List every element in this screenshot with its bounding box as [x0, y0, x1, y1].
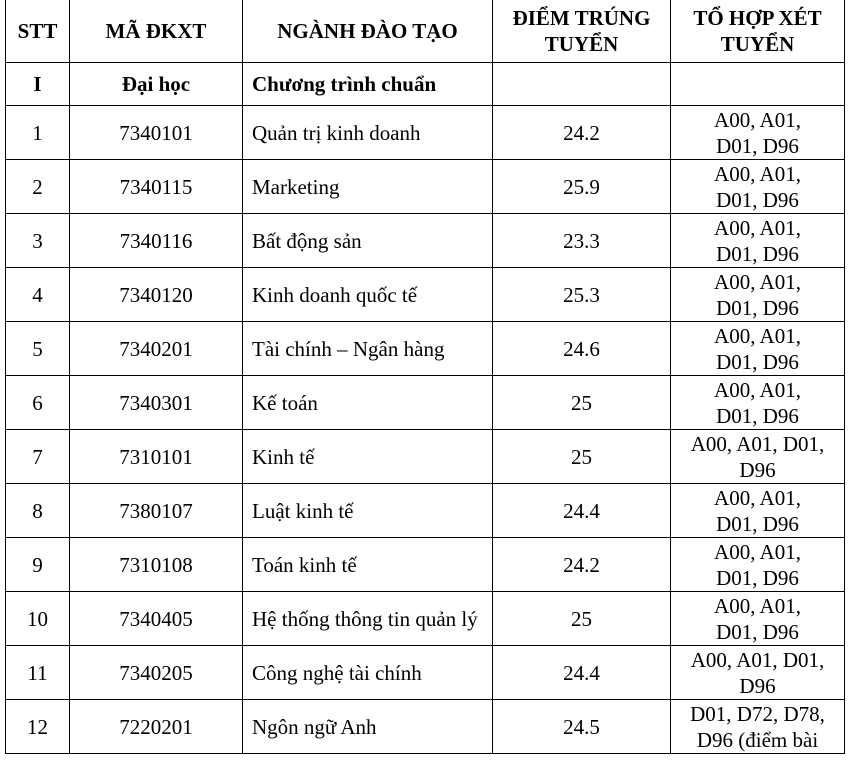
cell-score: 24.2	[493, 538, 671, 592]
cell-major: Marketing	[243, 160, 493, 214]
cell-combo	[671, 646, 845, 700]
cell-code: 7340201	[70, 322, 243, 376]
combo-line: A00, A01,	[714, 485, 801, 510]
cell-major: Quản trị kinh doanh	[243, 106, 493, 160]
header-stt: STT	[6, 0, 70, 63]
combo-line: D01, D96	[716, 565, 799, 590]
cell-stt: 7	[6, 430, 70, 484]
table-row	[6, 106, 845, 160]
cell-score: 25	[493, 592, 671, 646]
section-stt: I	[6, 63, 70, 106]
table-row	[6, 700, 845, 754]
table-row	[6, 214, 845, 268]
cell-score: 25.3	[493, 268, 671, 322]
section-score	[493, 63, 671, 106]
combo-line: D96	[739, 457, 776, 482]
cell-major: Toán kinh tế	[243, 538, 493, 592]
section-major: Chương trình chuẩn	[243, 63, 493, 106]
combo-line: A00, A01, D01,	[690, 647, 825, 672]
cell-combo	[671, 592, 845, 646]
cell-combo	[671, 538, 845, 592]
section-code: Đại học	[70, 63, 243, 106]
combo-line: A00, A01,	[714, 215, 801, 240]
combo-line: A00, A01,	[714, 593, 801, 618]
cell-combo	[671, 376, 845, 430]
cell-major: Ngôn ngữ Anh	[243, 700, 493, 754]
combo-line: D01, D96	[716, 403, 799, 428]
cell-combo	[671, 214, 845, 268]
table-row	[6, 322, 845, 376]
table-row	[6, 484, 845, 538]
cell-score: 24.4	[493, 646, 671, 700]
combo-line: D01, D96	[716, 295, 799, 320]
cell-combo	[671, 322, 845, 376]
cell-major: Công nghệ tài chính	[243, 646, 493, 700]
header-combo: TỔ HỢP XÉT TUYỂN	[671, 0, 845, 63]
cell-score: 23.3	[493, 214, 671, 268]
combo-line: D01, D96	[716, 241, 799, 266]
section-combo	[671, 63, 845, 106]
combo-line: A00, A01,	[714, 539, 801, 564]
combo-line: D01, D96	[716, 187, 799, 212]
cell-major: Kinh tế	[243, 430, 493, 484]
combo-line: A00, A01,	[714, 269, 801, 294]
cell-code: 7220201	[70, 700, 243, 754]
cell-combo	[671, 106, 845, 160]
combo-line: D01, D96	[716, 619, 799, 644]
combo-line: D01, D96	[716, 511, 799, 536]
cell-code: 7310101	[70, 430, 243, 484]
cell-major: Hệ thống thông tin quản lý	[243, 592, 493, 646]
cell-score: 24.2	[493, 106, 671, 160]
combo-line: D01, D96	[716, 133, 799, 158]
cell-score: 25.9	[493, 160, 671, 214]
cell-stt: 10	[6, 592, 70, 646]
combo-line: A00, A01,	[714, 107, 801, 132]
cell-code: 7340120	[70, 268, 243, 322]
table-row	[6, 646, 845, 700]
combo-line: D96 (điểm bài	[696, 727, 819, 752]
table-row	[6, 376, 845, 430]
cell-score: 24.4	[493, 484, 671, 538]
cell-stt: 8	[6, 484, 70, 538]
cell-combo	[671, 484, 845, 538]
cell-code: 7380107	[70, 484, 243, 538]
cell-code: 7340116	[70, 214, 243, 268]
cell-score: 25	[493, 430, 671, 484]
cell-combo	[671, 700, 845, 754]
cell-major: Kinh doanh quốc tế	[243, 268, 493, 322]
cell-score: 24.6	[493, 322, 671, 376]
combo-line: D01, D96	[716, 349, 799, 374]
cell-code: 7340301	[70, 376, 243, 430]
cell-code: 7340405	[70, 592, 243, 646]
cell-code: 7340115	[70, 160, 243, 214]
header-major: NGÀNH ĐÀO TẠO	[243, 0, 493, 63]
combo-line: A00, A01,	[714, 161, 801, 186]
cell-combo	[671, 160, 845, 214]
cell-code: 7340101	[70, 106, 243, 160]
combo-line: A00, A01,	[714, 323, 801, 348]
cell-code: 7340205	[70, 646, 243, 700]
table-row	[6, 430, 845, 484]
cell-stt: 4	[6, 268, 70, 322]
table-row	[6, 538, 845, 592]
table-row	[6, 160, 845, 214]
combo-line: D01, D72, D78,	[690, 701, 825, 726]
table-row	[6, 268, 845, 322]
cell-score: 25	[493, 376, 671, 430]
cell-score: 24.5	[493, 700, 671, 754]
cell-major: Kế toán	[243, 376, 493, 430]
cell-combo	[671, 268, 845, 322]
cell-stt: 6	[6, 376, 70, 430]
cell-stt: 9	[6, 538, 70, 592]
combo-line: A00, A01,	[714, 377, 801, 402]
header-row	[6, 0, 845, 63]
cell-stt: 3	[6, 214, 70, 268]
cell-combo	[671, 430, 845, 484]
admission-scores-table	[5, 0, 845, 754]
cell-stt: 1	[6, 106, 70, 160]
cell-code: 7310108	[70, 538, 243, 592]
cell-stt: 2	[6, 160, 70, 214]
table-row	[6, 592, 845, 646]
header-score: ĐIỂM TRÚNG TUYỂN	[493, 0, 671, 63]
cell-stt: 12	[6, 700, 70, 754]
combo-line: A00, A01, D01,	[690, 431, 825, 456]
combo-line: D96	[739, 673, 776, 698]
cell-major: Tài chính – Ngân hàng	[243, 322, 493, 376]
cell-stt: 11	[6, 646, 70, 700]
header-code: MÃ ĐKXT	[70, 0, 243, 63]
cell-stt: 5	[6, 322, 70, 376]
cell-major: Luật kinh tế	[243, 484, 493, 538]
section-row	[6, 63, 845, 106]
cell-major: Bất động sản	[243, 214, 493, 268]
